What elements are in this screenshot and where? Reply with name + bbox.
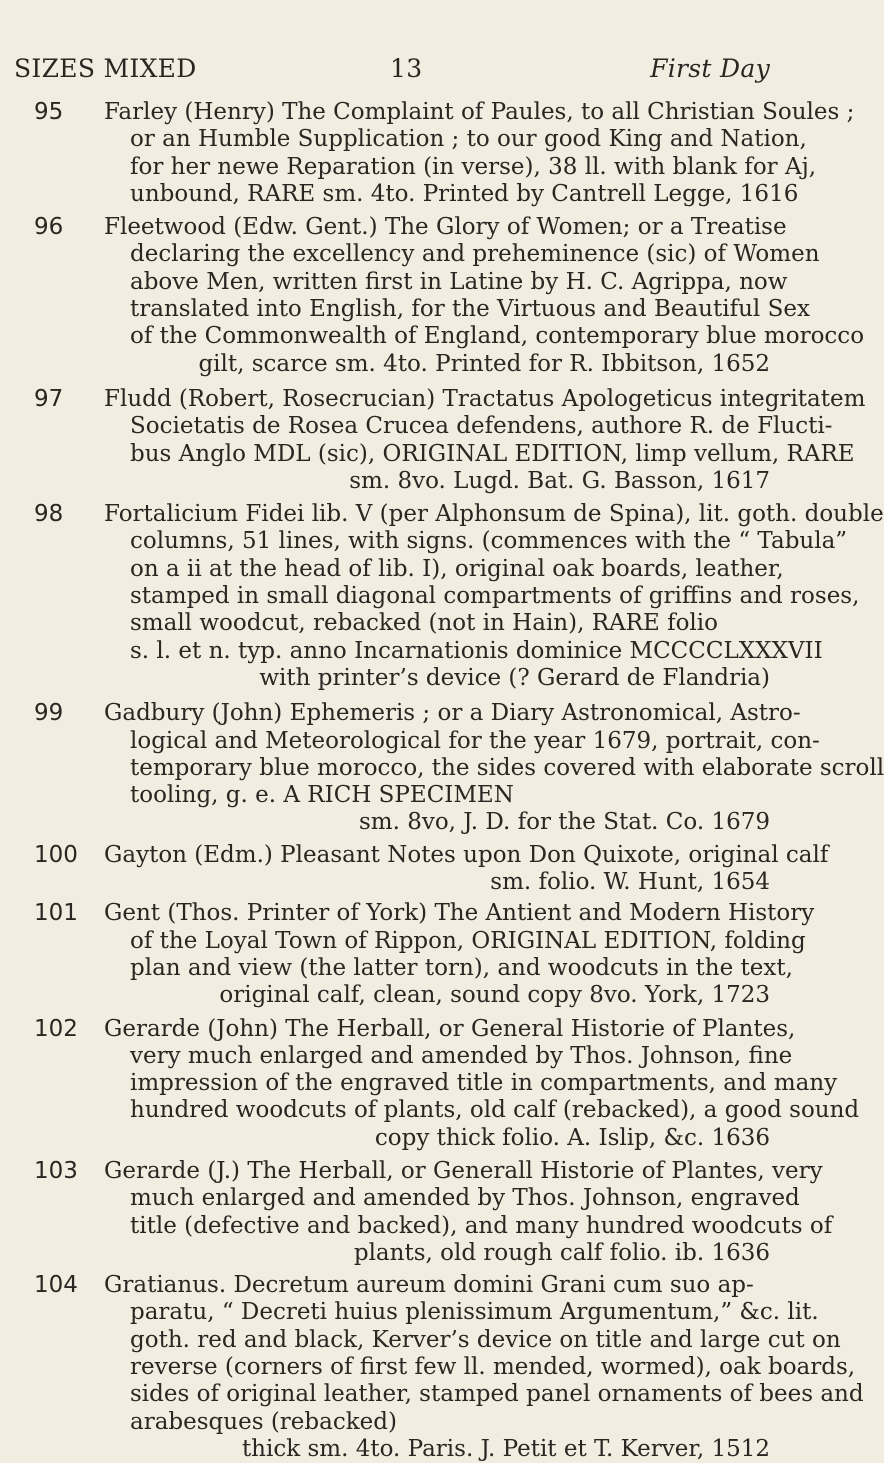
- description-line: stamped in small diagonal compartments of griffins and roses,: [130, 583, 860, 610]
- description-line: very much enlarged and amended by Thos. Johnson, fine: [130, 1042, 793, 1069]
- description-line: Fortalicium Fidei lib. V (per Alphonsum de Spina), lit. goth. double: [104, 501, 884, 528]
- description-line: small woodcut, rebacked (not in Hain), RARE folio: [130, 610, 718, 637]
- description-line: above Men, written first in Latine by H. C. Agrippa, now: [130, 268, 788, 295]
- description-line: Gayton (Edm.) Pleasant Notes upon Don Quixote, original calf: [104, 841, 829, 868]
- description-line: of the Loyal Town of Rippon, ORIGINAL EDITION, folding: [130, 927, 806, 954]
- description-line: unbound, RARE sm. 4to. Printed by Cantrell Legge, 1616: [130, 180, 799, 207]
- description-line: plan and view (the latter torn), and woodcuts in the text,: [130, 954, 793, 981]
- description-line: Gadbury (John) Ephemeris ; or a Diary Astronomical, Astro-: [104, 700, 801, 727]
- header-section-title: SIZES MIXED: [14, 54, 197, 83]
- description-line: s. l. et n. typ. anno Incarnationis dominice MCCCCLXXXVII: [130, 637, 823, 664]
- header-sale-day: First Day: [650, 54, 770, 83]
- lot-description: [104, 214, 865, 378]
- description-line: temporary blue morocco, the sides covered with elaborate scroll: [130, 754, 884, 781]
- description-line: Gent (Thos. Printer of York) The Antient and Modern History: [104, 900, 815, 927]
- description-line: much enlarged and amended by Thos. Johnson, engraved: [130, 1185, 800, 1212]
- lot-entry: [0, 214, 865, 378]
- description-line: logical and Meteorological for the year 1679, portrait, con-: [130, 727, 820, 754]
- page-header: [14, 54, 770, 94]
- description-line: Gratianus. Decretum aureum domini Grani cum suo ap-: [104, 1272, 754, 1299]
- description-line: Societatis de Rosea Crucea defendens, authore R. de Flucti-: [130, 413, 833, 440]
- description-line: sm. 8vo, J. D. for the Stat. Co. 1679: [358, 809, 770, 836]
- lot-entry: [0, 1157, 833, 1267]
- lot-description: [104, 1015, 860, 1152]
- lot-entry: [0, 700, 884, 836]
- description-line: columns, 51 lines, with signs. (commences with the “ Tabula”: [130, 528, 848, 555]
- lot-list: [0, 93, 884, 1463]
- description-line: thick sm. 4to. Paris. J. Petit et T. Kerver, 1512: [241, 1435, 770, 1462]
- lot-number: 95: [34, 99, 64, 125]
- lot-number: 96: [34, 214, 64, 241]
- lot-number: 98: [34, 501, 64, 528]
- lot-description: [104, 700, 884, 836]
- lot-entry: [0, 900, 815, 1009]
- lot-number: 97: [34, 385, 64, 412]
- lot-number: 101: [34, 900, 78, 927]
- lot-entry: [0, 385, 866, 495]
- lot-description: [104, 841, 829, 897]
- lot-entry: [0, 501, 884, 692]
- description-line: bus Anglo MDL (sic), ORIGINAL EDITION, limp vellum, RARE: [130, 440, 855, 467]
- lot-number: 103: [34, 1157, 78, 1184]
- description-line: goth. red and black, Kerver’s device on title and large cut on: [130, 1326, 841, 1353]
- lot-description: [104, 1157, 833, 1267]
- lot-entry: [0, 1015, 860, 1152]
- description-line: paratu, “ Decreti huius plenissimum Argumentum,” &c. lit.: [130, 1299, 819, 1326]
- lot-description: [104, 1272, 864, 1463]
- description-line: or an Humble Supplication ; to our good King and Nation,: [130, 126, 807, 153]
- description-line: original calf, clean, sound copy 8vo. York, 1723: [219, 982, 770, 1009]
- lot-entry: [0, 1272, 864, 1463]
- description-line: gilt, scarce sm. 4to. Printed for R. Ibbitson, 1652: [198, 350, 770, 377]
- lot-description: [104, 900, 815, 1009]
- page-number: 13: [390, 54, 423, 83]
- description-line: sm. 8vo. Lugd. Bat. G. Basson, 1617: [349, 467, 770, 494]
- lot-number: 99: [34, 700, 64, 727]
- description-line: reverse (corners of first few ll. mended, wormed), oak boards,: [130, 1354, 856, 1381]
- description-line: for her newe Reparation (in verse), 38 ll. with blank for Aj,: [130, 153, 817, 180]
- description-line: title (defective and backed), and many hundred woodcuts of: [130, 1212, 833, 1239]
- description-line: declaring the excellency and preheminence (sic) of Women: [130, 241, 820, 268]
- description-line: on a ii at the head of lib. I), original oak boards, leather,: [130, 555, 784, 582]
- lot-description: [104, 385, 866, 495]
- lot-number: 104: [34, 1272, 78, 1299]
- description-line: impression of the engraved title in compartments, and many: [130, 1070, 838, 1097]
- lot-entry: [0, 841, 829, 897]
- description-line: tooling, g. e. A RICH SPECIMEN: [130, 782, 514, 809]
- description-line: Gerarde (J.) The Herball, or Generall Historie of Plantes, very: [104, 1157, 823, 1184]
- description-line: of the Commonwealth of England, contemporary blue morocco: [130, 323, 865, 350]
- description-line: Fludd (Robert, Rosecrucian) Tractatus Apologeticus integritatem: [104, 385, 866, 412]
- lot-description: [104, 501, 884, 692]
- lot-number: 102: [34, 1015, 78, 1042]
- description-line: Farley (Henry) The Complaint of Paules, to all Christian Soules ;: [104, 99, 855, 125]
- description-line: sm. folio. W. Hunt, 1654: [490, 869, 770, 896]
- description-line: hundred woodcuts of plants, old calf (rebacked), a good sound: [130, 1097, 860, 1124]
- description-line: copy thick folio. A. Islip, &c. 1636: [374, 1124, 770, 1151]
- description-line: with printer’s device (? Gerard de Flandria): [259, 664, 770, 691]
- description-line: translated into English, for the Virtuous and Beautiful Sex: [130, 296, 810, 323]
- description-line: Fleetwood (Edw. Gent.) The Glory of Women; or a Treatise: [104, 214, 787, 241]
- lot-number: 100: [34, 841, 78, 868]
- description-line: Gerarde (John) The Herball, or General Historie of Plantes,: [104, 1015, 796, 1042]
- description-line: plants, old rough calf folio. ib. 1636: [353, 1239, 770, 1266]
- lot-entry: [0, 99, 855, 208]
- lot-description: [104, 99, 855, 208]
- description-line: arabesques (rebacked): [130, 1408, 397, 1435]
- description-line: sides of original leather, stamped panel ornaments of bees and: [130, 1381, 864, 1408]
